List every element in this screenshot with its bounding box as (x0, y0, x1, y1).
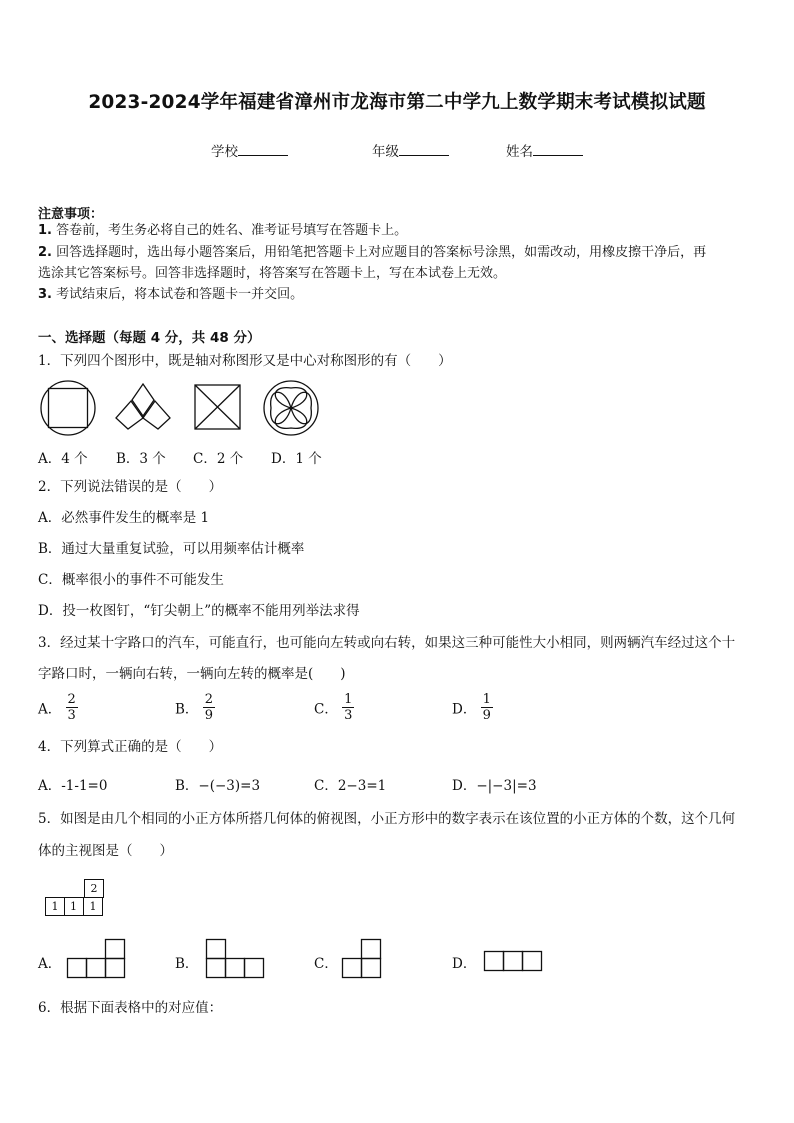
note-3-text: 考试结束后，将本试卷和答题卡一并交回。 (56, 287, 304, 302)
q5-option-a-label[interactable]: A． (38, 956, 62, 972)
q3-option-c[interactable] (314, 692, 354, 723)
fraction-denominator: 9 (204, 708, 213, 723)
section-heading: 一、选择题（每题 4 分，共 48 分） (38, 330, 261, 346)
fraction-denominator: 3 (344, 708, 353, 723)
question-6-stem: 6．根据下面表格中的对应值： (38, 1000, 223, 1016)
fraction-1-3 (342, 692, 354, 723)
q5-option-d-figure[interactable] (484, 951, 546, 975)
q1-figures (38, 380, 338, 440)
question-4-stem: 4．下列算式正确的是（ ） (38, 739, 223, 755)
q4-option-d[interactable]: D．−|−3|=3 (452, 778, 537, 794)
q4-option-a[interactable]: A．-1-1=0 (38, 778, 108, 794)
q3-option-b-label: B． (175, 701, 199, 718)
grid-cell-top: 2 (84, 879, 104, 898)
circle-square-figure (41, 381, 95, 435)
q2-option-c[interactable]: C．概率很小的事件不可能发生 (38, 572, 224, 588)
q3-option-d-label: D． (452, 701, 477, 718)
q3-option-b[interactable] (175, 692, 215, 723)
grid-cell: 1 (64, 897, 84, 916)
q1-option-c[interactable]: C．2 个 (193, 451, 244, 467)
square-x-figure (195, 385, 240, 429)
grid-cell: 1 (45, 897, 65, 916)
name-blank[interactable] (533, 143, 583, 156)
question-3-stem-line1: 3．经过某十字路口的汽车，可能直行，也可能向左转或向右转，如果这三种可能性大小相同，则两辆汽车经过这个十 (38, 635, 736, 651)
fraction-numerator: 2 (67, 692, 76, 707)
q4-option-c[interactable]: C．2−3=1 (314, 778, 387, 794)
note-2-text-a: 回答选择题时，选出每小题答案后，用铅笔把答题卡上对应题目的答案标号涂黑，如需改动，用橡皮擦干净后，再 (56, 245, 707, 260)
fraction-numerator: 1 (344, 692, 353, 707)
school-field (211, 140, 288, 160)
q5-option-b-label[interactable]: B． (175, 956, 199, 972)
q5-option-c-figure[interactable] (342, 939, 384, 979)
fraction-denominator: 9 (482, 708, 491, 723)
fraction-2-3 (66, 692, 78, 723)
q3-option-d[interactable] (452, 692, 493, 723)
q4-option-b[interactable]: B．−(−3)=3 (175, 778, 261, 794)
school-label: 学校 (211, 144, 238, 160)
q2-option-a[interactable]: A．必然事件发生的概率是 1 (38, 510, 210, 526)
grade-label: 年级 (372, 144, 399, 160)
question-5-stem-line2: 体的主视图是（ ） (38, 843, 173, 859)
circle-petal-figure (264, 381, 318, 435)
q3-option-a-label: A． (38, 701, 62, 718)
note-1 (38, 220, 758, 241)
q2-option-b[interactable]: B．通过大量重复试验，可以用频率估计概率 (38, 541, 305, 557)
note-2 (38, 242, 758, 263)
note-2-cont: 选涂其它答案标号。回答非选择题时，将答案写在答题卡上，写在本试卷上无效。 (38, 266, 507, 281)
q5-option-b-figure[interactable] (206, 939, 266, 979)
grade-field (372, 140, 449, 160)
question-3-stem-line2: 字路口时，一辆向右转，一辆向左转的概率是( ) (38, 666, 346, 682)
fraction-numerator: 1 (482, 692, 491, 707)
fraction-numerator: 2 (204, 692, 213, 707)
note-1-number: 1. (38, 223, 52, 238)
q3-option-c-label: C． (314, 701, 338, 718)
q5-option-a-figure[interactable] (67, 939, 127, 979)
name-label: 姓名 (506, 144, 533, 160)
notes-heading: 注意事项： (38, 207, 104, 222)
note-3-number: 3. (38, 287, 52, 302)
q1-option-b[interactable]: B．3 个 (116, 451, 166, 467)
note-2-number: 2. (38, 245, 52, 260)
q5-option-c-label[interactable]: C． (314, 956, 338, 972)
school-blank[interactable] (238, 143, 288, 156)
fraction-2-9 (203, 692, 215, 723)
grid-cell: 1 (84, 897, 103, 916)
grade-blank[interactable] (399, 143, 449, 156)
q3-option-a[interactable] (38, 692, 78, 723)
note-1-text: 答卷前，考生务必将自己的姓名、准考证号填写在答题卡上。 (56, 223, 408, 238)
q1-option-a[interactable]: A．4 个 (38, 451, 88, 467)
question-5-stem-line1: 5．如图是由几个相同的小正方体所搭几何体的俯视图，小正方形中的数字表示在该位置的小正方体的个数，这个几何 (38, 811, 736, 827)
q1-option-d[interactable]: D．1 个 (271, 451, 322, 467)
q2-option-d[interactable]: D．投一枚图钉，“钉尖朝上”的概率不能用列举法求得 (38, 603, 360, 619)
question-1-stem: 1．下列四个图形中，既是轴对称图形又是中心对称图形的有（ ） (38, 353, 452, 369)
fraction-1-9 (481, 692, 493, 723)
three-diamond-figure (116, 384, 170, 429)
note-3 (38, 284, 758, 305)
fraction-denominator: 3 (67, 708, 76, 723)
page-title: 2023-2024学年福建省漳州市龙海市第二中学九上数学期末考试模拟试题 (88, 92, 706, 113)
question-2-stem: 2．下列说法错误的是（ ） (38, 479, 223, 495)
top-view-grid (45, 879, 105, 916)
q5-option-d-label[interactable]: D． (452, 956, 477, 972)
name-field (506, 140, 583, 160)
